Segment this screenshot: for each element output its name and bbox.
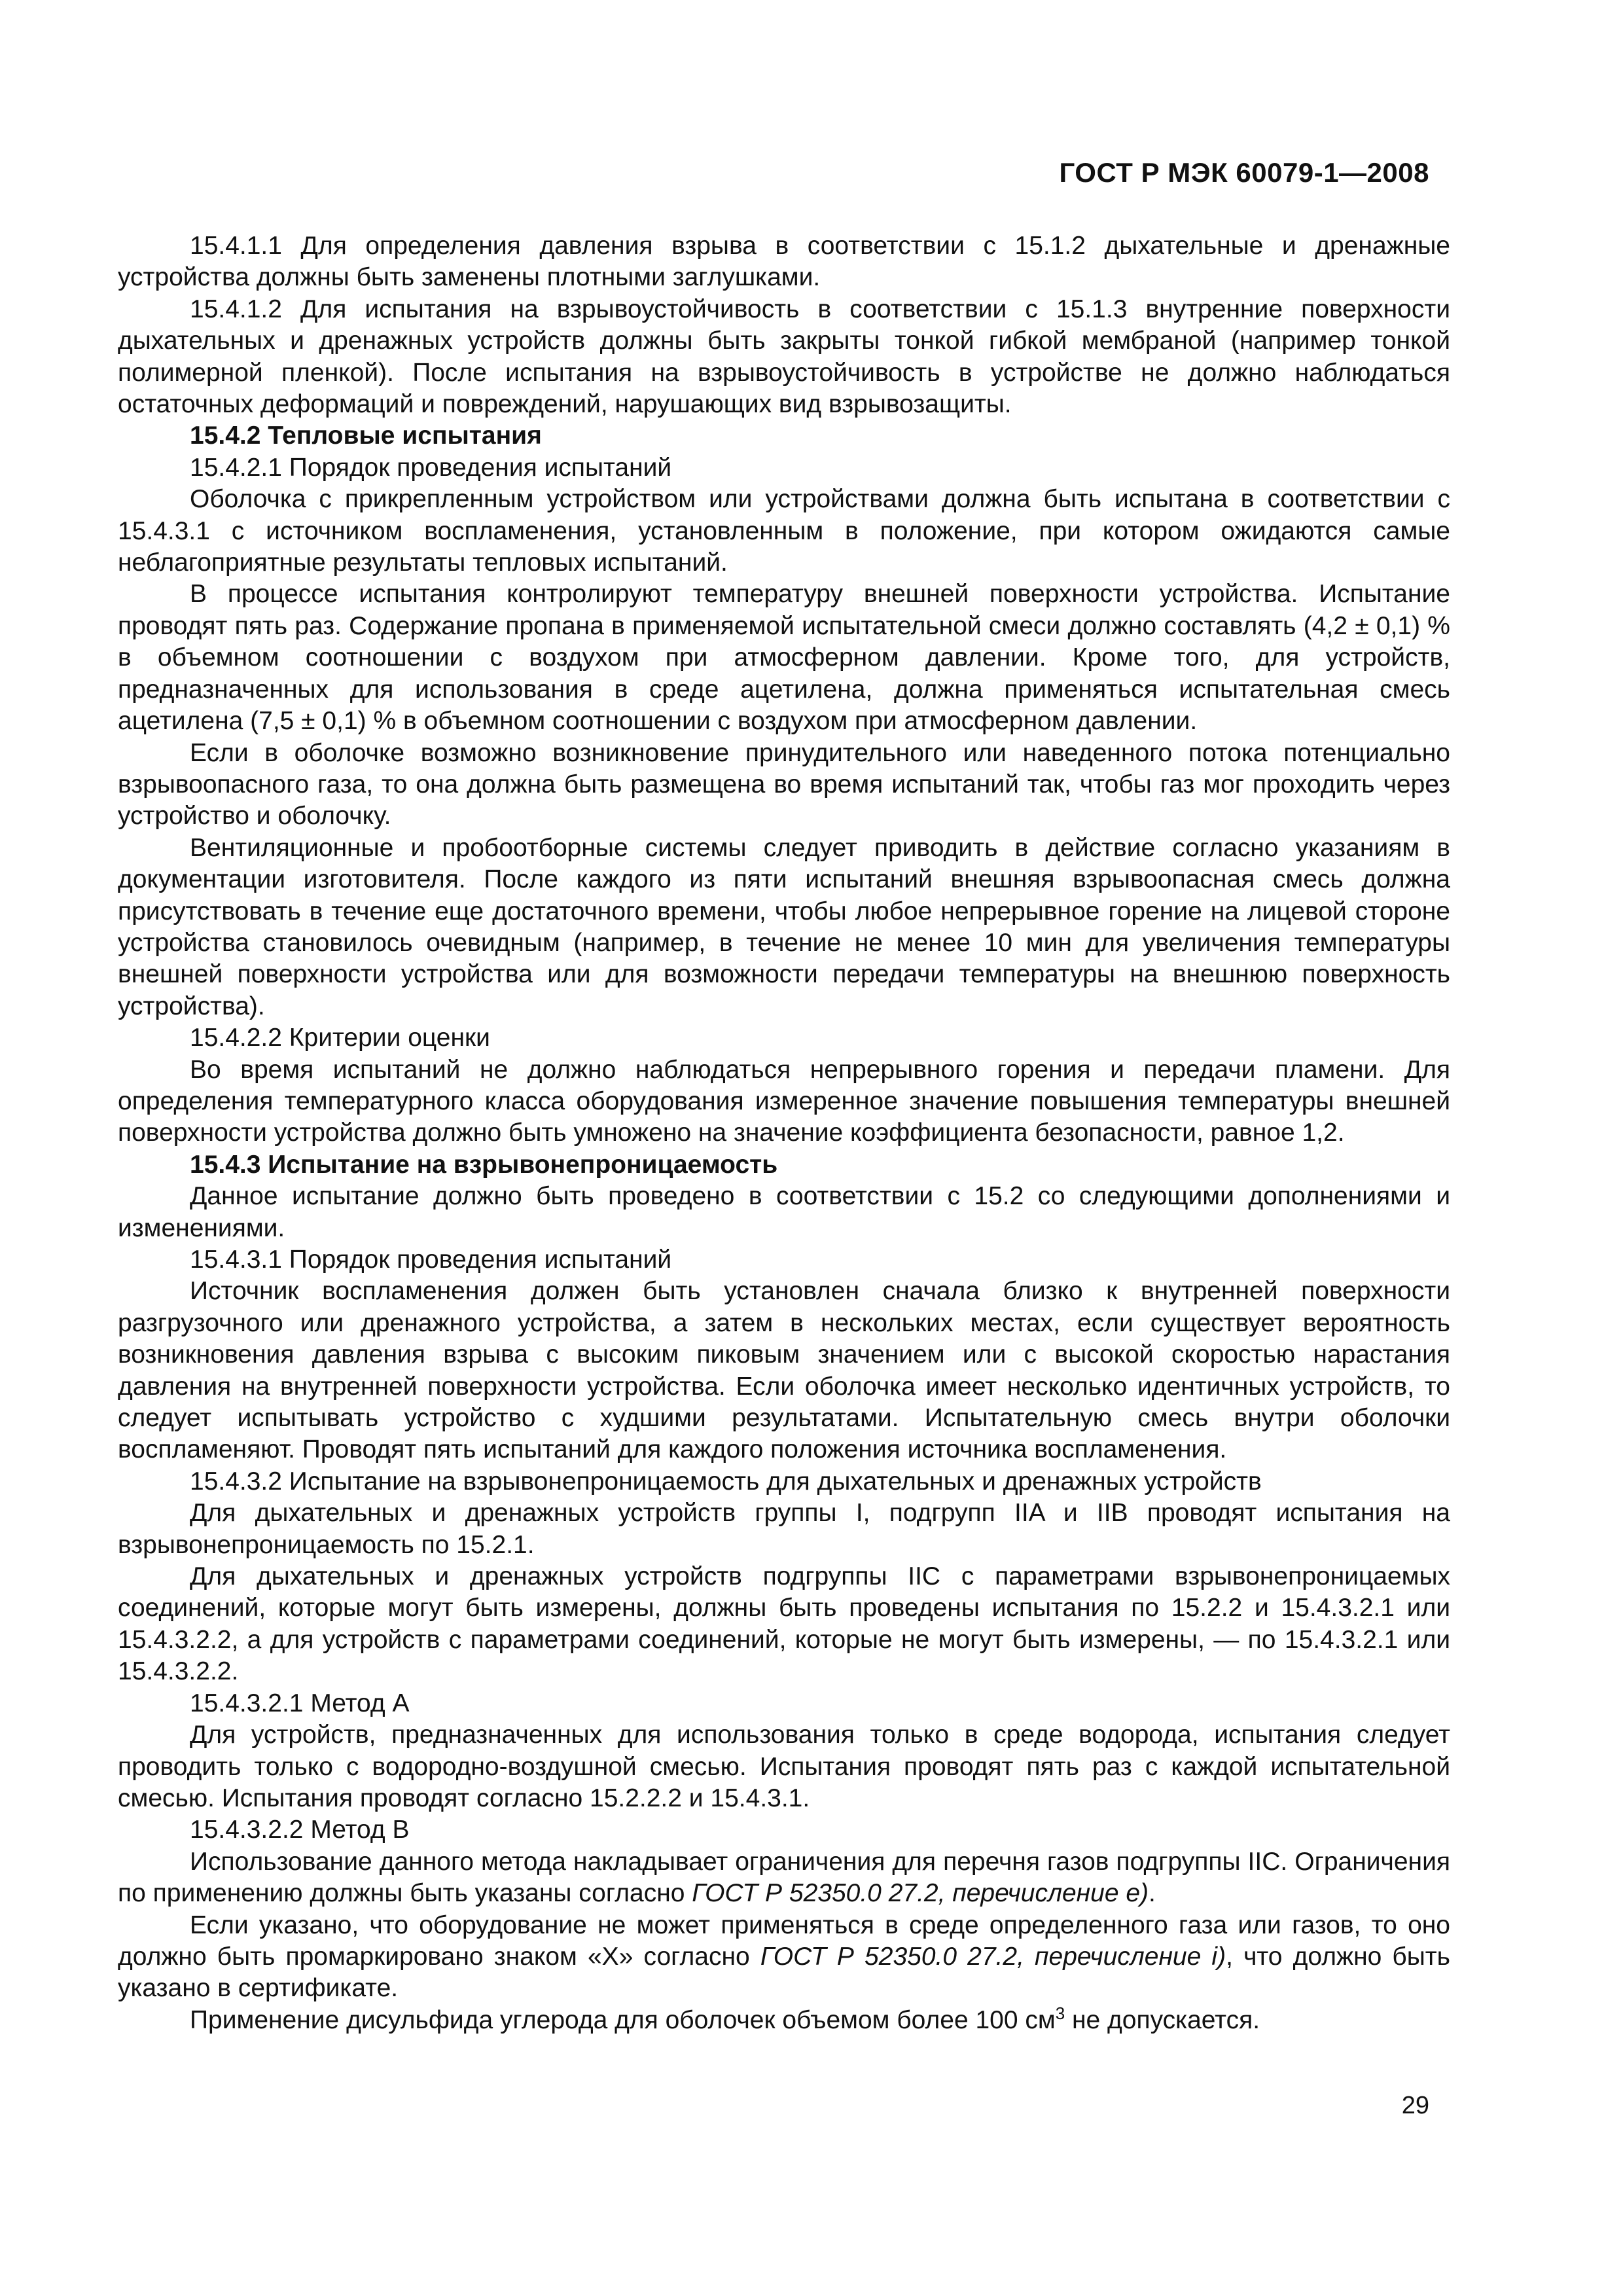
subheading-15-4-3-2: 15.4.3.2 Испытание на взрывонепроницаемость для дыхательных и дренажных устройств bbox=[190, 1467, 1262, 1496]
document-body bbox=[118, 230, 1450, 2036]
paragraph-group-i-iia-iib: Для дыхательных и дренажных устройств группы I, подгрупп IIA и IIB проводят испытания на взрывонепроницаемость по 15.2.1. bbox=[118, 1499, 1450, 1559]
marking-text: Если указано, что оборудование не может применяться в среде определенного газа или газов, то оно должно быть промаркировано знаком «X» согласно bbox=[118, 1910, 1450, 1971]
paragraph-marking bbox=[118, 1910, 1450, 2005]
paragraph-method-a: Для устройств, предназначенных для использования только в среде водорода, испытания следует проводить только с водородно-воздушной смесью. Испытания проводят пять раз с каждой испытательной смесью. Испытания проводят согласно 15.2.2.2 и 15.4.3.1. bbox=[118, 1721, 1450, 1812]
paragraph-subgroup-iic: Для дыхательных и дренажных устройств подгруппы IIC с параметрами взрывонепроницаемых соединений, которые могут быть измерены, должны быть проведены испытания по 15.2.2 и 15.4.3.2.1 или 15.4.3.2.2, а для устройств с параметрами соединений, которые не могут быть измерены, — по 15.4.3.2.1 или 15.4.3.2.2. bbox=[118, 1562, 1450, 1686]
standard-reference: ГОСТ Р 52350.0 27.2, перечисление i) bbox=[760, 1942, 1226, 1971]
paragraph-evaluation-criteria: Во время испытаний не должно наблюдаться непрерывного горения и передачи пламени. Для определения температурного класса оборудования измеренное значение повышения температуры внешней поверхности устройства должно быть умножено на значение коэффициента безопасности, равное 1,2. bbox=[118, 1055, 1450, 1147]
cs2-tail: не допускается. bbox=[1065, 2005, 1260, 2034]
subheading-15-4-2-1: 15.4.2.1 Порядок проведения испытаний bbox=[190, 453, 672, 482]
paragraph-ignition-source: Источник воспламенения должен быть установлен сначала близко к внутренней поверхности разгрузочного или дренажного устройства, а затем в нескольких местах, если существует вероятность возникновения давления взрыва с высоким пиковым значением или с высокой скоростью нарастания давления на внутренней поверхности устройства. Если оболочка имеет несколько идентичных устройств, то следует испытывать устройство с худшими результатами. Испытательную смесь внутри оболочки воспламеняют. Проводят пять испытаний для каждого положения источника воспламенения. bbox=[118, 1277, 1450, 1464]
subheading-15-4-3-1: 15.4.3.1 Порядок проведения испытаний bbox=[190, 1246, 672, 1274]
paragraph-15-4-1-2: 15.4.1.2 Для испытания на взрывоустойчивость в соответствии с 15.1.3 внутренние поверхности дыхательных и дренажных устройств должны быть закрыты тонкой гибкой мембраной (например тонкой полимерной пленкой). После испытания на взрывоустойчивость в устройстве не должно наблюдаться остаточных деформаций и повреждений, нарушающих вид взрывозащиты. bbox=[118, 295, 1450, 419]
restriction-text: Использование данного метода накладывает ограничения для перечня газов подгруппы IIC. Ограничения по применению должны быть указаны согласно bbox=[118, 1847, 1450, 1908]
section-heading-15-4-3: 15.4.3 Испытание на взрывонепроницаемость bbox=[190, 1150, 778, 1179]
subheading-15-4-2-2: 15.4.2.2 Критерии оценки bbox=[190, 1024, 490, 1052]
paragraph-test-procedure: В процессе испытания контролируют температуру внешней поверхности устройства. Испытание проводят пять раз. Содержание пропана в применяемой испытательной смеси должно составлять (4,2 ± 0,1) % в объемном соотношении с воздухом при атмосферном давлении. Кроме того, для устройств, предназначенных для использования в среде ацетилена, должна применяться испытательная смесь ацетилена (7,5 ± 0,1) % в объемном соотношении с воздухом при атмосферном давлении. bbox=[118, 580, 1450, 736]
paragraph-carbon-disulfide bbox=[118, 2005, 1450, 2036]
subheading-method-b: 15.4.3.2.2 Метод B bbox=[190, 1816, 410, 1844]
superscript: 3 bbox=[1055, 2003, 1065, 2023]
standard-reference: ГОСТ Р 52350.0 27.2, перечисление е) bbox=[692, 1879, 1149, 1908]
paragraph-15-4-1-1: 15.4.1.1 Для определения давления взрыва в соответствии с 15.1.2 дыхательные и дренажные устройства должны быть заменены плотными заглушками. bbox=[118, 232, 1450, 292]
restriction-tail: . bbox=[1149, 1879, 1156, 1908]
document-header-code: ГОСТ Р МЭК 60079-1—2008 bbox=[1059, 157, 1429, 188]
page-number: 29 bbox=[1401, 2092, 1429, 2119]
cs2-text: Применение дисульфида углерода для оболочек объемом более 100 см bbox=[190, 2005, 1056, 2034]
paragraph-test-basis: Данное испытание должно быть проведено в соответствии с 15.2 со следующими дополнениями и изменениями. bbox=[118, 1182, 1450, 1242]
paragraph-ventilation: Вентиляционные и пробоотборные системы следует приводить в действие согласно указаниям в документации изготовителя. После каждого из пяти испытаний внешняя взрывоопасная смесь должна присутствовать в течение еще достаточного времени, чтобы любое непрерывное горение на лицевой стороне устройства становилось очевидным (например, в течение не менее 10 мин для увеличения температуры внешней поверхности устройства или для возможности передачи температуры на внешнюю поверхность устройства). bbox=[118, 833, 1450, 1020]
paragraph-method-b-restriction bbox=[118, 1846, 1450, 1910]
paragraph-enclosure-test: Оболочка с прикрепленным устройством или устройствами должна быть испытана в соответствии с 15.4.3.1 с источником воспламенения, установленным в положение, при котором ожидаются самые неблагоприятные результаты тепловых испытаний. bbox=[118, 485, 1450, 577]
marking-tail: , что должно быть указано в сертификате. bbox=[118, 1942, 1450, 2003]
paragraph-gas-flow: Если в оболочке возможно возникновение принудительного или наведенного потока потенциально взрывоопасного газа, то она должна быть размещена во время испытаний так, чтобы газ мог проходить через устройство и оболочку. bbox=[118, 738, 1450, 831]
section-heading-15-4-2: 15.4.2 Тепловые испытания bbox=[190, 422, 542, 450]
subheading-method-a: 15.4.3.2.1 Метод A bbox=[190, 1689, 410, 1717]
